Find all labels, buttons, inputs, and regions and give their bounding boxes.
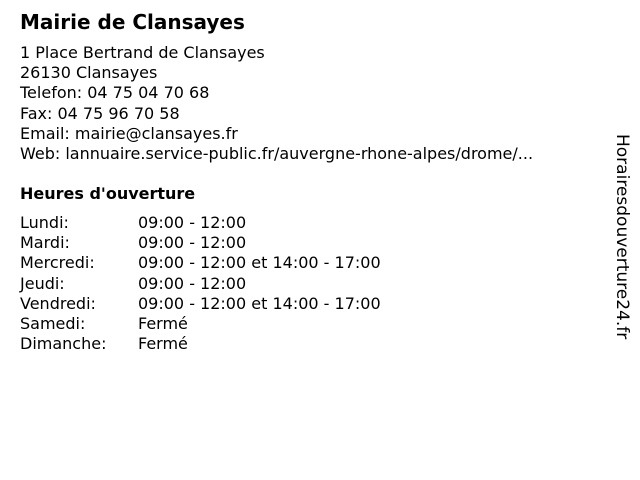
hours-day: Dimanche: <box>20 334 107 354</box>
hours-row-dimanche <box>20 334 381 354</box>
hours-day: Jeudi: <box>20 273 65 293</box>
address-city: 26130 Clansayes <box>20 63 158 83</box>
hours-time: Fermé <box>138 313 188 333</box>
hours-row-jeudi <box>20 274 381 294</box>
email-address: Email: mairie@clansayes.fr <box>20 123 238 143</box>
hours-row-vendredi <box>20 294 381 314</box>
hours-time: 09:00 - 12:00 <box>138 273 247 293</box>
hours-time: 09:00 - 12:00 et 14:00 - 17:00 <box>138 293 381 313</box>
opening-hours-list <box>20 213 381 354</box>
opening-hours-heading: Heures d'ouverture <box>20 184 196 203</box>
phone-number: Telefon: 04 75 04 70 68 <box>20 83 210 103</box>
hours-day: Samedi: <box>20 313 86 333</box>
site-watermark: Horairesdouverture24.fr <box>612 134 632 340</box>
fax-number: Fax: 04 75 96 70 58 <box>20 103 180 123</box>
hours-time: 09:00 - 12:00 <box>138 213 247 232</box>
hours-time: 09:00 - 12:00 <box>138 233 247 253</box>
hours-day: Mardi: <box>20 233 70 253</box>
hours-time: 09:00 - 12:00 et 14:00 - 17:00 <box>138 253 381 273</box>
hours-day: Lundi: <box>20 213 69 232</box>
hours-day: Mercredi: <box>20 253 95 273</box>
contact-block <box>20 43 533 164</box>
hours-time: Fermé <box>138 334 188 354</box>
address-street: 1 Place Bertrand de Clansayes <box>20 43 265 62</box>
hours-row-mardi <box>20 233 381 253</box>
hours-row-mercredi <box>20 253 381 273</box>
hours-row-samedi <box>20 314 381 334</box>
website-link[interactable]: Web: lannuaire.service-public.fr/auvergne-rhone-alpes/drome/... <box>20 144 534 164</box>
hours-row-lundi <box>20 213 381 233</box>
hours-day: Vendredi: <box>20 293 96 313</box>
page-title: Mairie de Clansayes <box>20 10 245 34</box>
